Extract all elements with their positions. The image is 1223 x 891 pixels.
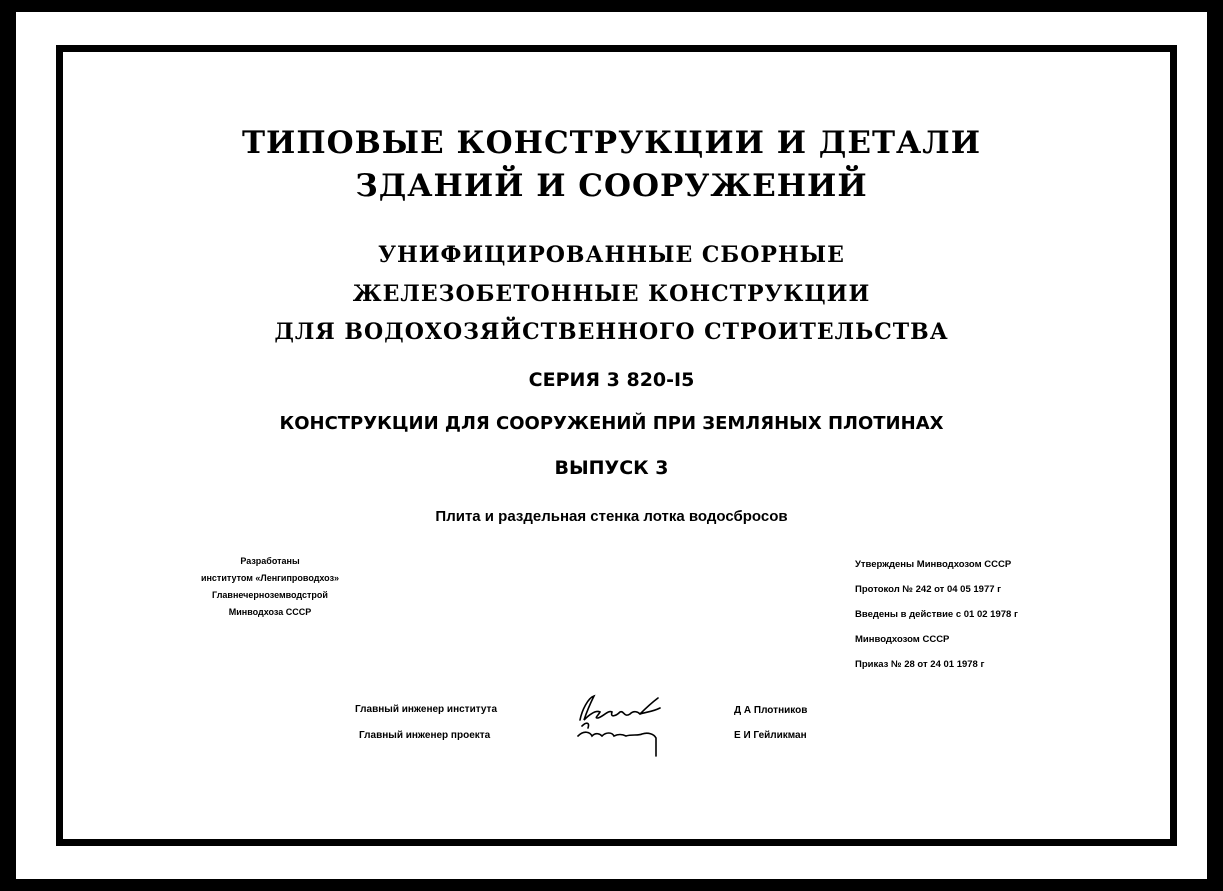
signature-name-2: Е И Гейликман (734, 730, 807, 741)
title-line-1: ТИПОВЫЕ КОНСТРУКЦИИ И ДЕТАЛИ (241, 125, 982, 161)
developer-line: Минводхоза СССР (228, 607, 312, 617)
issue-title: Плита и раздельная стенка лотка водосбросов (435, 508, 788, 525)
approval-line: Протокол № 242 от 04 05 1977 г (855, 584, 1002, 595)
approval-block (855, 552, 1155, 677)
approval-line: Утверждены Минводхозом СССР (855, 559, 1012, 570)
subtitle-line-3: ДЛЯ ВОДОХОЗЯЙСТВЕННОГО СТРОИТЕЛЬСТВА (274, 319, 949, 345)
approval-line: Приказ № 28 от 24 01 1978 г (855, 659, 985, 670)
developer-line: институтом «Ленгипроводхоз» (200, 573, 340, 583)
subtitle-line-1: УНИФИЦИРОВАННЫЕ СБОРНЫЕ (378, 242, 845, 268)
signature-2-icon (572, 716, 672, 760)
approval-line: Введены в действие с 01 02 1978 г (855, 609, 1018, 620)
issue-label: ВЫПУСК 3 (554, 457, 669, 479)
developer-block (150, 553, 390, 621)
approval-line: Минводхозом СССР (855, 634, 950, 645)
developer-line: Главнечерноземводстрой (212, 590, 328, 600)
title-line-2: ЗДАНИЙ И СООРУЖЕНИЙ (355, 168, 868, 204)
subtitle-line-2: ЖЕЛЕЗОБЕТОННЫЕ КОНСТРУКЦИИ (352, 281, 871, 307)
series-label: СЕРИЯ 3 820-I5 (528, 369, 695, 391)
signature-role-2: Главный инженер проекта (359, 730, 491, 741)
developer-line: Разработаны (240, 556, 300, 566)
section-title: КОНСТРУКЦИИ ДЛЯ СООРУЖЕНИЙ ПРИ ЗЕМЛЯНЫХ ПЛОТИНАХ (279, 413, 944, 434)
signature-role-1: Главный инженер института (355, 704, 498, 715)
signature-name-1: Д А Плотников (734, 705, 808, 716)
